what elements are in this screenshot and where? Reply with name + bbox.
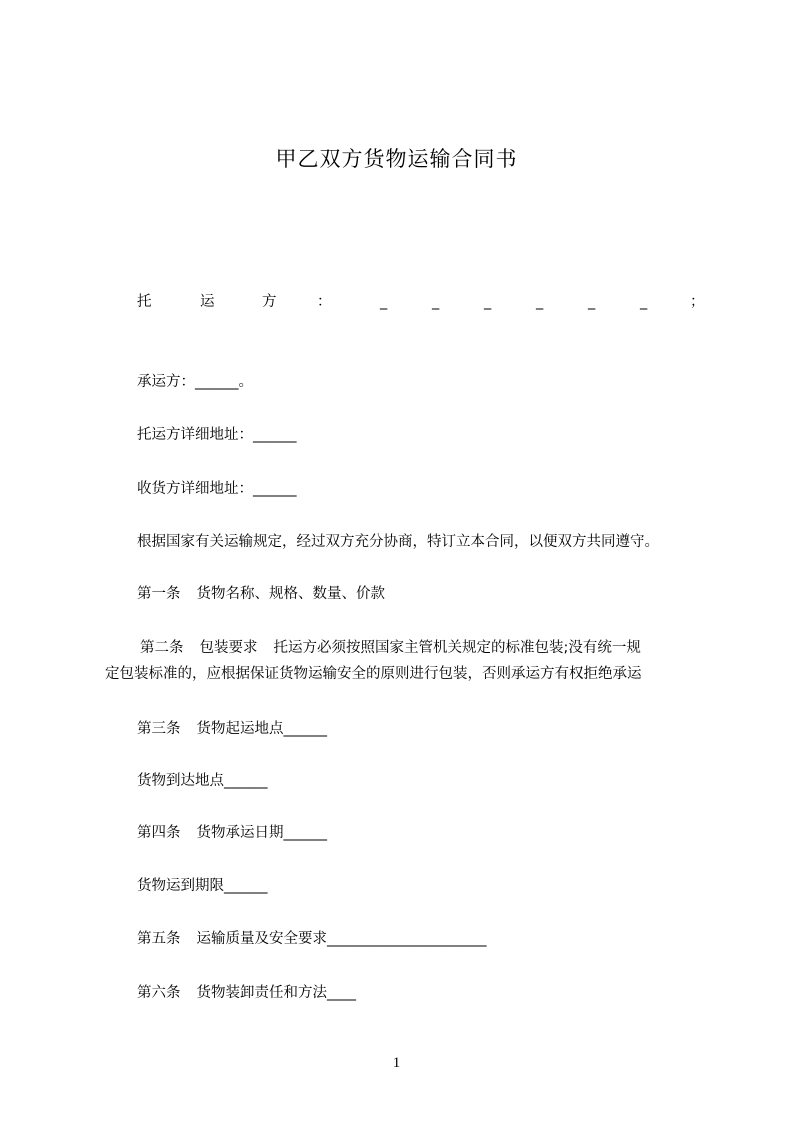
consignor-address-line: 托运方详细地址：______: [137, 427, 297, 443]
article-4: [137, 823, 327, 843]
consignor-blank: _: [380, 294, 388, 310]
article-3: [137, 719, 327, 739]
consignor-char-1: 托: [137, 294, 152, 310]
consignor-colon: ：: [317, 294, 332, 310]
article-6-number: 第六条: [137, 985, 181, 1001]
article-1: [137, 584, 385, 604]
consignor-blank: _: [432, 294, 440, 310]
article-2: [105, 635, 690, 687]
article-2-heading: 包装要求: [199, 640, 258, 656]
arrival-place-line: 货物到达地点______: [137, 773, 268, 789]
article-6: [137, 983, 356, 1003]
article-5: [137, 929, 487, 949]
preamble-paragraph: 根据国家有关运输规定，经过双方充分协商，特订立本合同，以便双方共同遵守。: [137, 534, 659, 550]
article-2-number: 第二条: [140, 640, 184, 656]
consignor-row: [137, 292, 705, 312]
consignee-address-line: 收货方详细地址：______: [137, 481, 297, 497]
article-5-number: 第五条: [137, 931, 181, 947]
page-number: 1: [392, 1055, 401, 1071]
article-1-text: 货物名称、规格、数量、价款: [196, 586, 385, 602]
consignor-blank: _: [536, 294, 544, 310]
article-1-number: 第一条: [137, 586, 181, 602]
article-2-first-line: [105, 635, 690, 661]
consignor-char-3: 方: [262, 294, 277, 310]
article-3-number: 第三条: [137, 721, 181, 737]
consignor-blank: _: [640, 294, 648, 310]
article-2-line2: 定包装标准的，应根据保证货物运输安全的原则进行包装，否则承运方有权拒绝承运: [105, 666, 642, 682]
article-3-text: 货物起运地点______: [196, 721, 327, 737]
article-4-number: 第四条: [137, 825, 181, 841]
consignor-end: ；: [690, 294, 705, 310]
arrival-deadline-line: 货物运到期限______: [137, 878, 268, 894]
consignor-char-2: 运: [200, 294, 215, 310]
consignor-blank: _: [588, 294, 596, 310]
article-5-text: 运输质量及安全要求______________________: [196, 931, 487, 947]
article-6-text: 货物装卸责任和方法____: [196, 985, 356, 1001]
page-title: 甲乙双方货物运输合同书: [275, 147, 518, 171]
carrier-line: 承运方：______。: [137, 374, 253, 390]
article-4-text: 货物承运日期______: [196, 825, 327, 841]
article-2-line1: 托运方必须按照国家主管机关规定的标准包装;没有统一规: [273, 640, 641, 656]
consignor-blank: _: [484, 294, 492, 310]
